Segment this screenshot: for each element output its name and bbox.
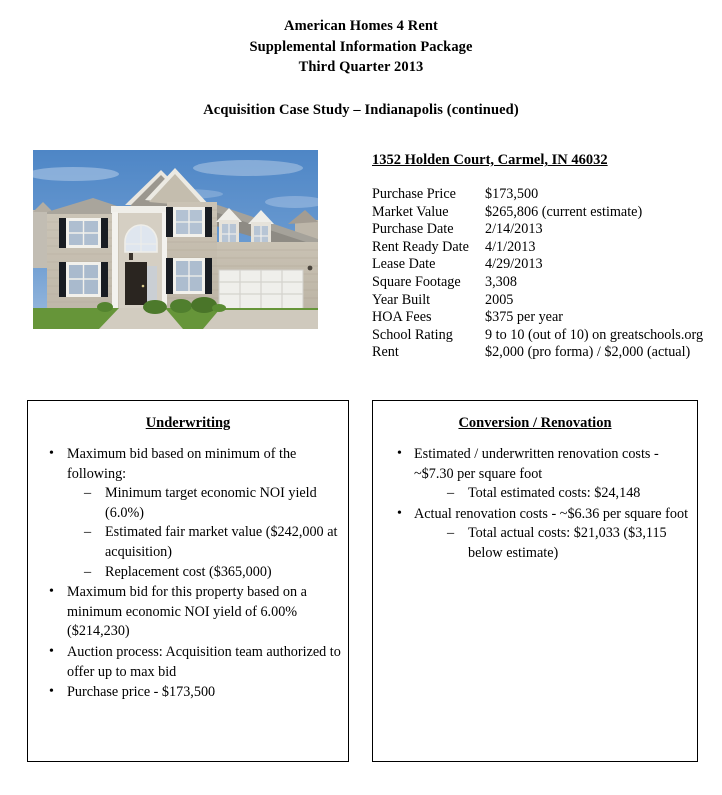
bullet-text: • Auction process: Acquisition team authorized to offer up to max bid bbox=[67, 643, 341, 680]
list-item: – Total actual costs: $21,033 ($3,115 below estimate) bbox=[414, 524, 697, 563]
detail-value: 2/14/2013 bbox=[485, 221, 543, 238]
list-item: – Replacement cost ($365,000) bbox=[67, 563, 348, 583]
detail-label: Lease Date bbox=[372, 256, 436, 273]
bullet-text: • Maximum bid based on minimum of the following: bbox=[67, 446, 297, 482]
table-row bbox=[372, 256, 703, 274]
conversion-title: Conversion / Renovation bbox=[458, 415, 612, 431]
table-row bbox=[372, 204, 703, 222]
list-item bbox=[28, 683, 348, 703]
page-header bbox=[0, 16, 722, 119]
detail-value: $173,500 bbox=[485, 186, 539, 202]
table-row bbox=[372, 344, 703, 362]
conversion-bullet-list bbox=[373, 445, 697, 564]
detail-value: $2,000 (pro forma) / $2,000 (actual) bbox=[485, 344, 691, 361]
detail-label: Purchase Date bbox=[372, 221, 454, 238]
underwriting-box bbox=[27, 400, 349, 762]
bullet-text: • Maximum bid for this property based on a minimum economic NOI yield of 6.00% ($214,230) bbox=[67, 584, 307, 640]
detail-value: 2005 bbox=[485, 291, 514, 308]
table-row bbox=[372, 309, 703, 327]
house-photo-illustration bbox=[33, 150, 318, 329]
detail-label: Rent bbox=[372, 344, 399, 361]
document-title: Supplemental Information Package bbox=[249, 38, 473, 55]
table-row bbox=[372, 186, 703, 204]
list-item: – Total estimated costs: $24,148 bbox=[414, 484, 697, 504]
list-item bbox=[28, 583, 348, 642]
detail-value: 4/29/2013 bbox=[485, 256, 543, 273]
list-item bbox=[28, 643, 348, 682]
detail-value: 9 to 10 (out of 10) on greatschools.org bbox=[485, 326, 704, 343]
table-row bbox=[372, 274, 703, 292]
property-details-table bbox=[372, 186, 703, 362]
detail-label: School Rating bbox=[372, 326, 453, 343]
underwriting-bullet-list bbox=[28, 445, 348, 703]
bullet-text: • Actual renovation costs - ~$6.36 per square foot bbox=[414, 505, 689, 522]
table-row bbox=[372, 239, 703, 257]
list-item: – Estimated fair market value ($242,000 at acquisition) bbox=[67, 523, 348, 562]
conversion-sub-list bbox=[414, 524, 697, 563]
property-details bbox=[372, 152, 717, 362]
list-item bbox=[28, 445, 348, 582]
property-address: 1352 Holden Court, Carmel, IN 46032 bbox=[372, 152, 608, 168]
detail-label: Market Value bbox=[372, 203, 449, 220]
table-row bbox=[372, 221, 703, 239]
bullet-text: • Estimated / underwritten renovation costs - ~$7.30 per square foot bbox=[414, 446, 659, 482]
list-item: – Minimum target economic NOI yield (6.0%) bbox=[67, 484, 348, 523]
detail-label: Rent Ready Date bbox=[372, 238, 469, 255]
table-row bbox=[372, 327, 703, 345]
detail-value: $265,806 (current estimate) bbox=[485, 203, 643, 220]
underwriting-sub-list bbox=[67, 484, 348, 582]
detail-value: 3,308 bbox=[485, 273, 517, 290]
list-item bbox=[373, 505, 697, 564]
property-photo bbox=[33, 150, 318, 329]
table-row bbox=[372, 292, 703, 310]
list-item bbox=[373, 445, 697, 504]
detail-label: HOA Fees bbox=[372, 309, 432, 326]
conversion-renovation-box bbox=[372, 400, 698, 762]
detail-label: Year Built bbox=[372, 291, 431, 308]
detail-value: $375 per year bbox=[485, 309, 563, 326]
detail-label: Purchase Price bbox=[372, 186, 456, 202]
report-period: Third Quarter 2013 bbox=[298, 59, 424, 75]
detail-label: Square Footage bbox=[372, 273, 461, 290]
company-name: American Homes 4 Rent bbox=[284, 18, 438, 34]
bullet-text: • Purchase price - $173,500 bbox=[67, 684, 216, 701]
underwriting-title: Underwriting bbox=[145, 415, 231, 431]
detail-value: 4/1/2013 bbox=[485, 238, 536, 255]
section-subtitle: Acquisition Case Study – Indianapolis (continued) bbox=[203, 101, 519, 118]
conversion-sub-list bbox=[414, 484, 697, 504]
